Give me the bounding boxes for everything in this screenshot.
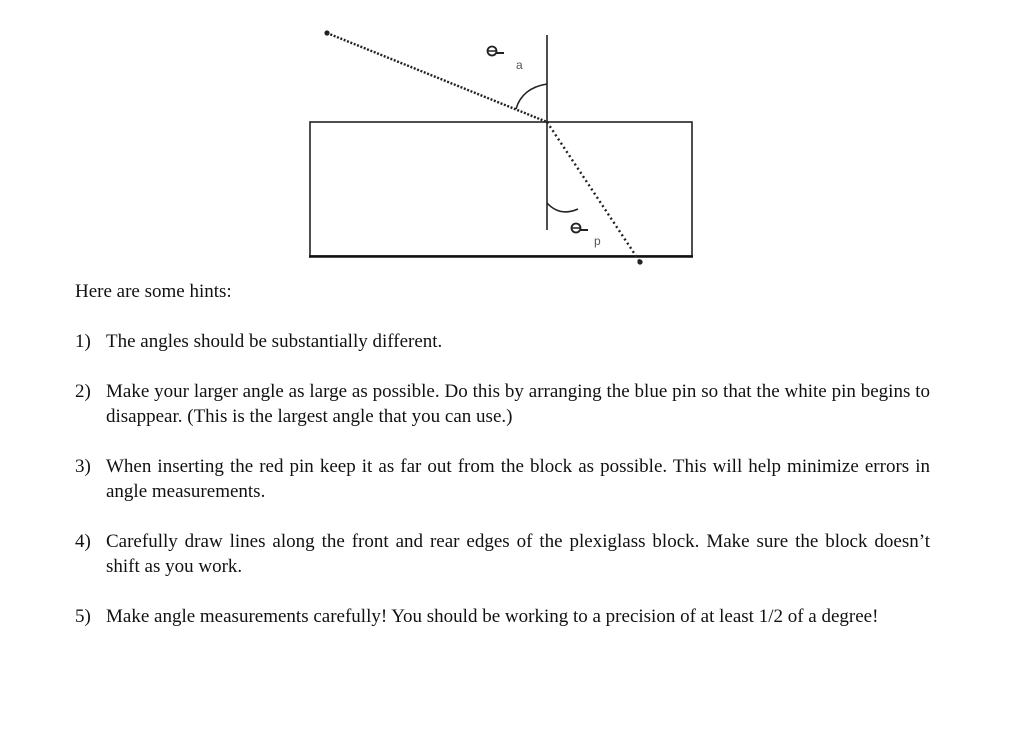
incident-angle-arc <box>516 84 547 109</box>
refracted-angle-label: p <box>594 234 601 248</box>
hint-text: The angles should be substantially different. <box>106 331 443 352</box>
hint-text: When inserting the red pin keep it as far out from the block as possible. This will help minimize errors in angle measurements. <box>106 456 930 502</box>
hint-text: Make angle measurements carefully! You should be working to a precision of at least 1/2 of a degree! <box>106 606 879 627</box>
hint-number: 4) <box>75 531 91 552</box>
refracted-ray-end-pin <box>637 259 642 264</box>
hint-number: 1) <box>75 331 91 352</box>
refracted-angle-arc <box>547 203 578 212</box>
hint-number: 3) <box>75 456 91 477</box>
refraction-diagram <box>0 0 1024 280</box>
incident-ray-end-pin <box>324 30 329 35</box>
list-item <box>75 529 930 579</box>
hint-list <box>75 329 930 654</box>
list-item <box>75 329 930 354</box>
pin-icon <box>572 224 589 233</box>
list-item <box>75 379 930 429</box>
hints-heading: Here are some hints: <box>75 281 232 302</box>
hint-text: Carefully draw lines along the front and rear edges of the plexiglass block. Make sure the block doesn’t shift as you work. <box>106 531 930 577</box>
hint-number: 5) <box>75 606 91 627</box>
list-item <box>75 454 930 504</box>
plexiglass-block <box>310 122 692 256</box>
incident-angle-label: a <box>516 58 523 72</box>
pin-icon <box>488 47 505 56</box>
list-item <box>75 604 930 629</box>
incident-ray <box>327 33 547 122</box>
hint-text: Make your larger angle as large as possible. Do this by arranging the blue pin so that the white pin begins to disappear. (This is the largest angle that you can use.) <box>106 381 930 427</box>
hint-number: 2) <box>75 381 91 402</box>
